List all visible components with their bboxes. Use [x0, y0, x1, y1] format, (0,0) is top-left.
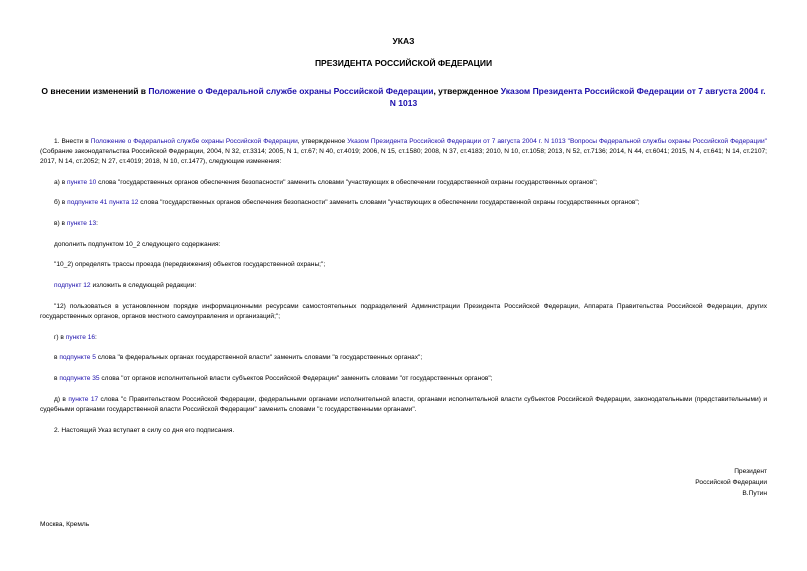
item-g-5: [40, 353, 767, 363]
paragraph-text: д) в: [54, 396, 69, 403]
document-title: [40, 85, 767, 109]
paragraph-1: [40, 137, 767, 167]
paragraph-text: г) в: [54, 334, 66, 341]
item-g: [40, 333, 767, 343]
item-g-35: [40, 374, 767, 384]
quote-12: "12) пользоваться в установленном порядке информационными ресурсами самостоятельных подразделений Администрации Президента Российской Федерации, Аппарата Правительства Российской Федерации, других государственных органов, органов местного самоуправления и организаций;";: [40, 303, 767, 320]
paragraph-text: б) в: [54, 199, 68, 206]
item-b: [40, 198, 767, 208]
paragraph-text: слова "государственных органов обеспечения безопасности" заменить словами "участвующих в обеспечении государственной охраны государственных органов";: [138, 199, 640, 206]
link-punkt-10[interactable]: пункте 10: [67, 179, 97, 186]
link-podpunkt-5[interactable]: подпункте 5: [59, 354, 96, 361]
signature-country: Российской Федерации: [695, 479, 767, 486]
paragraph-2: 2. Настоящий Указ вступает в силу со дня его подписания.: [54, 427, 235, 434]
signature-block: [695, 466, 767, 499]
link-podpunkt-12[interactable]: подпункт 12: [54, 282, 91, 289]
link-ukaz-1013[interactable]: Указом Президента Российской Федерации от 7 августа 2004 г. N 1013: [389, 86, 766, 108]
paragraph-text: изложить в следующей редакции:: [90, 282, 197, 289]
paragraph-text: слова "с Правительством Российской Федерации, федеральными органами исполнительной власти, органами исполнительной власти субъектов Российской Федерации, законодательными (представительными) и судебными органами государственной власти Российской Федерации" заменить словами "с государственными органами".: [40, 396, 768, 413]
link-podpunkt-35[interactable]: подпункте 35: [59, 375, 100, 382]
signature-name: В.Путин: [742, 490, 767, 497]
paragraph-text: а) в: [54, 179, 68, 186]
title-text: О внесении изменений в: [41, 86, 149, 96]
paragraph-text: :: [96, 220, 98, 227]
paragraph-add: дополнить подпунктом 10_2 следующего содержания:: [54, 241, 221, 248]
link-punkt-13[interactable]: пункте 13: [66, 220, 97, 227]
paragraph-text: , утвержденное: [297, 138, 348, 145]
document-type-heading: УКАЗ: [392, 36, 415, 46]
link-podpunkt-41-punkt-12[interactable]: подпункте 41 пункта 12: [67, 199, 139, 206]
link-punkt-17[interactable]: пункте 17: [68, 396, 99, 403]
paragraph-text: слова "государственных органов обеспечения безопасности" заменить словами "участвующих в обеспечении государственной охраны государственных органов";: [96, 179, 598, 186]
paragraph-text: 1. Внести в: [54, 138, 91, 145]
item-v: [40, 219, 767, 229]
paragraph-text: :: [95, 334, 97, 341]
link-punkt-16[interactable]: пункте 16: [65, 334, 96, 341]
item-a: [40, 178, 767, 188]
paragraph-text: (Собрание законодательства Российской Федерации, 2004, N 32, ст.3314; 2005, N 1, ст.67; N 40, ст.4019; 2006, N 15, ст.1580; 2008, N 37, ст.4183; 2010, N 10, ст.1058; 2013, N 52, ст.7136; 2014, N 44, ст.6041; 2015, N 4, ст.641; N 14, ст.2107; 2017, N 14, ст.2052; N 27, ст.4019; 2018, N 10, ст.1477), следующие изменения:: [40, 148, 767, 165]
paragraph-text: в: [54, 375, 60, 382]
paragraph-text: в: [54, 354, 60, 361]
signing-place: Москва, Кремль: [40, 521, 90, 528]
paragraph-text: в) в: [54, 220, 67, 227]
title-text: , утвержденное: [433, 86, 501, 96]
paragraph-text: слова "от органов исполнительной власти субъектов Российской Федерации" заменить словами "от государственных органов";: [99, 375, 493, 382]
item-d: [40, 395, 767, 415]
link-polozhenie-fso[interactable]: Положение о Федеральной службе охраны Российской Федерации: [90, 138, 298, 145]
issuer-heading: ПРЕЗИДЕНТА РОССИЙСКОЙ ФЕДЕРАЦИИ: [314, 58, 493, 68]
quote-10-2: "10_2) определять трассы проезда (передвижения) объектов государственной охраны;";: [54, 261, 326, 268]
link-polozhenie-fso[interactable]: Положение о Федеральной службе охраны Российской Федерации: [148, 86, 434, 96]
signature-title: Президент: [734, 468, 767, 475]
paragraph-subpoint-12: [40, 281, 767, 291]
link-ukaz-1013[interactable]: Указом Президента Российской Федерации от 7 августа 2004 г. N 1013 "Вопросы Федеральной службы охраны Российской Федерации": [347, 138, 767, 145]
paragraph-text: слова "в федеральных органах государственной власти" заменить словами "в государственных органах";: [95, 354, 423, 361]
